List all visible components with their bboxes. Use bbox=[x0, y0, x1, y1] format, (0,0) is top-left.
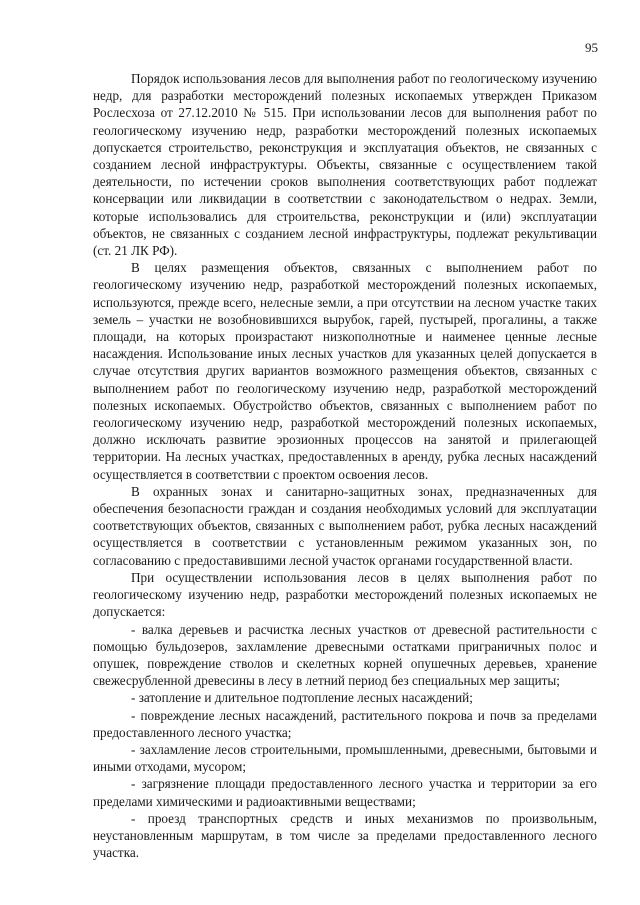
list-item-pollution: - загрязнение площади предоставленного лесного участка и территории за его пределами химическими и радиоактивными веществами; bbox=[93, 776, 597, 809]
list-item-flooding: - затопление и длительное подтопление лесных насаждений; bbox=[131, 690, 473, 706]
paragraph-prohibitions-intro: При осуществлении использования лесов в целях выполнения работ по геологическому изучению недр, разработки месторождений полезных ископаемых не допускается: bbox=[93, 569, 597, 620]
list-item-damage: - повреждение лесных насаждений, растительного покрова и почв за пределами предоставленного лесного участка; bbox=[93, 707, 597, 740]
document-body bbox=[93, 70, 597, 861]
paragraph-object-placement: В целях размещения объектов, связанных с выполнением работ по геологическому изучению недр, разработкой месторождений полезных ископаемых, используются, прежде всего, нелесные земли, а при отсутствии на лесном участке таких земель – участки не возобновившихся вырубок, гарей, пустырей, прогалины, а также площади, на которых произрастают низкополнотные и наименее ценные лесные насаждения. Использование иных лесных участков для указанных целей допускается в случае отсутствия других вариантов возможного размещения объектов, связанных с выполнением работ по геологическому изучению недр, разработкой месторождений полезных ископаемых. Обустройство объектов, связанных с выполнением работ по геологическому изучению недр, разработкой месторождений полезных ископаемых, должно исключать развитие эрозионных процессов на занятой и прилегающей территории. На лесных участках, предоставленных в аренду, рубка лесных насаждений осуществляется в соответствии с проектом освоения лесов. bbox=[93, 260, 597, 482]
paragraph-forest-use-order: Порядок использования лесов для выполнения работ по геологическому изучению недр, для разработки месторождений полезных ископаемых утвержден Приказом Рослесхоза от 27.12.2010 № 515. При использовании лесов для выполнения работ по геологическому изучению недр, разработки месторождений полезных ископаемых допускается строительство, реконструкция и эксплуатация объектов, не связанных с созданием лесной инфраструктуры. Объекты, связанные с осуществлением такой деятельности, по истечении сроков выполнения соответствующих работ подлежат консервации или ликвидации в соответствии с законодательством о недрах. Земли, которые использовались для строительства, реконструкции и (или) эксплуатации объектов, не связанных с созданием лесной инфраструктуры, подлежат рекультивации (ст. 21 ЛК РФ). bbox=[93, 71, 597, 259]
list-item-littering: - захламление лесов строительными, промышленными, древесными, бытовыми и иными отходами, мусором; bbox=[93, 741, 597, 775]
list-item-vehicle-passage: - проезд транспортных средств и иных механизмов по произвольным, неустановленным маршрутам, в том числе за пределами предоставленного лесного участка. bbox=[93, 810, 597, 861]
paragraph-protection-zones: В охранных зонах и санитарно-защитных зонах, предназначенных для обеспечения безопасности граждан и создания необходимых условий для эксплуатации соответствующих объектов, связанных с выполнением работ, рубка лесных насаждений осуществляется в соответствии с установленным режимом указанных зон, по согласованию с предоставившими лесной участок органами государственной власти. bbox=[93, 483, 597, 568]
page-number: 95 bbox=[585, 40, 598, 55]
list-item-felling: - валка деревьев и расчистка лесных участков от древесной растительности с помощью бульдозеров, захламление древесными остатками приграничных полос и опушек, повреждение стволов и скелетных корней опушечных деревьев, хранение свежесрубленной древесины в лесу в летний период без специальных мер защиты; bbox=[93, 621, 597, 689]
